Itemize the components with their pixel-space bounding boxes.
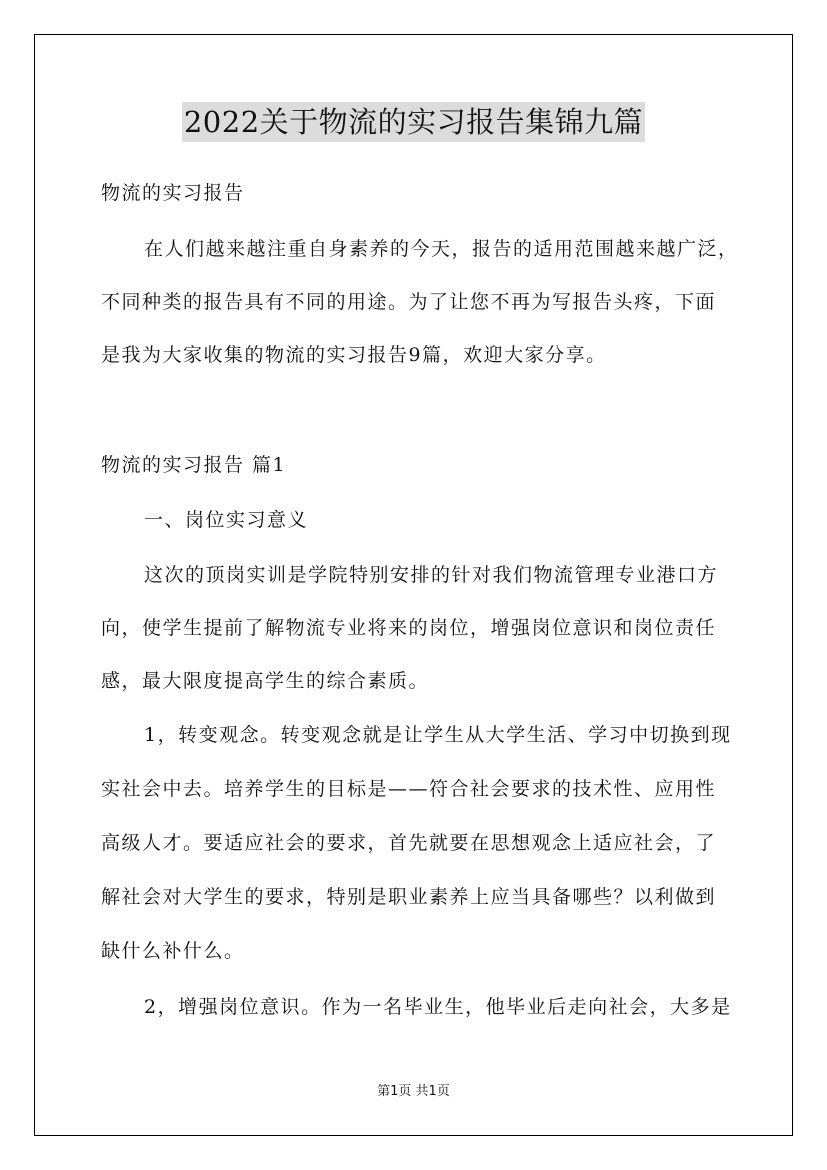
section-heading: 物流的实习报告 篇1 (101, 454, 287, 476)
paragraph-line: 缺什么补什么。 (101, 940, 245, 962)
subsection-heading: 一、岗位实习意义 (144, 509, 309, 531)
paragraph-line: 感，最大限度提高学生的综合素质。 (101, 670, 430, 692)
document-title: 2022关于物流的实习报告集锦九篇 (182, 102, 645, 142)
paragraph-line: 这次的顶岗实训是学院特别安排的针对我们物流管理专业港口方 (144, 564, 719, 586)
paragraph-line: 2，增强岗位意识。作为一名毕业生，他毕业后走向社会，大多是 (144, 996, 732, 1018)
paragraph-line: 向，使学生提前了解物流专业将来的岗位，增强岗位意识和岗位责任 (101, 617, 717, 639)
paragraph-line: 实社会中去。培养学生的目标是——符合社会要求的技术性、应用性 (101, 778, 717, 800)
paragraph-line: 不同种类的报告具有不同的用途。为了让您不再为写报告头疼，下面 (101, 291, 717, 313)
title-container (0, 102, 827, 142)
paragraph-line: 在人们越来越注重自身素养的今天，报告的适用范围越来越广泛， (144, 238, 739, 260)
section-heading: 物流的实习报告 (101, 182, 245, 204)
paragraph-line: 解社会对大学生的要求，特别是职业素养上应当具备哪些？以利做到 (101, 886, 717, 908)
page-number-footer: 第1页 共1页 (377, 1084, 450, 1099)
paragraph-line: 是我为大家收集的物流的实习报告9篇，欢迎大家分享。 (101, 344, 607, 366)
paragraph-line: 高级人才。要适应社会的要求，首先就要在思想观念上适应社会，了 (101, 832, 717, 854)
paragraph-line: 1，转变观念。转变观念就是让学生从大学生活、学习中切换到现 (144, 724, 732, 746)
